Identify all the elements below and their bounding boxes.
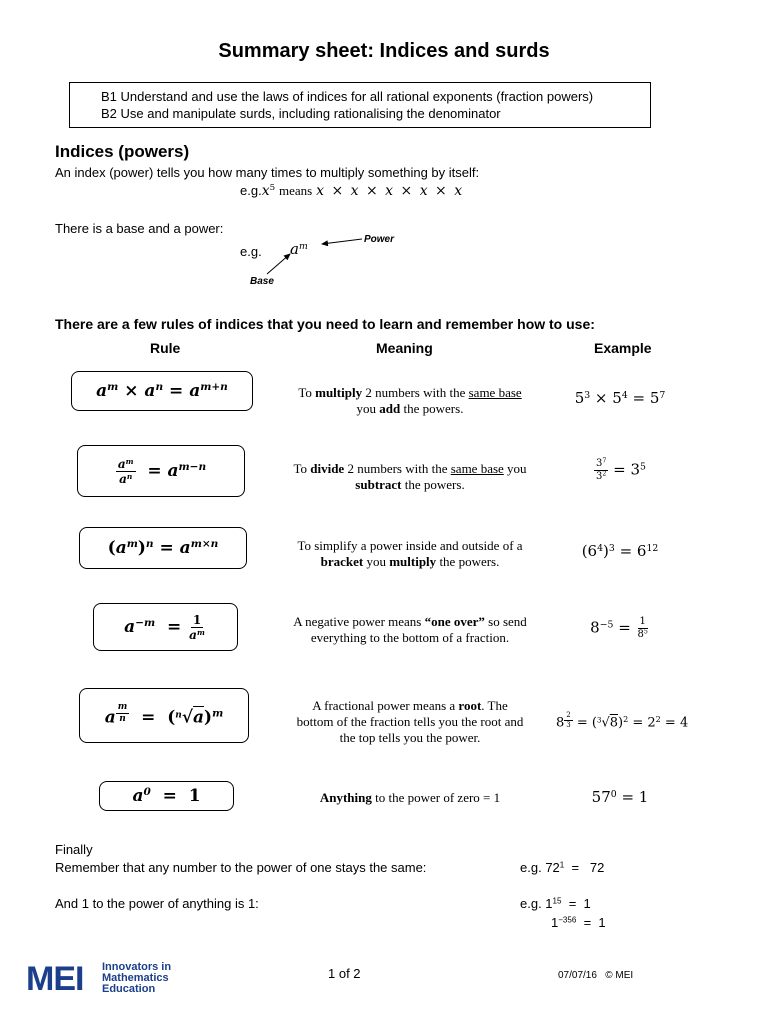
objective-b1: B1 Understand and use the laws of indices for all rational exponents (fraction powers) — [101, 89, 594, 104]
index-example-expansion: x × x × x × x × x — [316, 183, 463, 199]
rule-zero-box — [99, 781, 234, 811]
rule-zero-meaning: Anything to the power of zero = 1 — [319, 790, 501, 805]
rule-fractional-formula: a $^{\frac{m}{n}}$ = $(^n√a)^m$ — [104, 702, 224, 728]
rule-negative-meaning: A negative power means “one over” so send everything to the bottom of a fraction. — [293, 614, 527, 645]
rule-bracket-box — [79, 527, 247, 569]
rule-multiply-meaning: To multiply 2 numbers with the same base you add the powers. — [298, 385, 522, 416]
indices-intro: An index (power) tells you how many times to multiply something by itself: — [55, 165, 480, 180]
rule-zero-example: $57^0 = 1$ — [591, 788, 649, 806]
power-label: Power — [364, 234, 395, 245]
rule-divide-formula: $\frac{a^m}{a^n}$ = $a^{m-n}$ — [117, 456, 207, 486]
rule-negative-formula: $a^{-m}$ = $\frac{1}{a^m}$ — [124, 612, 205, 642]
rules-heading: There are a few rules of indices that you need to learn and remember how to use: — [55, 316, 595, 332]
rule-negative-example: $8^{-5}$ = $\frac{1}{8^5}$ — [590, 616, 648, 640]
rule-divide-box — [77, 445, 245, 497]
rule-bracket-formula: $(a^m)^n = a^{m\times n}$ — [107, 538, 219, 558]
index-example-base: x — [261, 183, 270, 199]
rule-fractional-meaning: A fractional power means a root. The bottom of the fraction tells you the root and the top tells you the power. — [296, 698, 524, 745]
power-one-text: Remember that any number to the power of one stays the same: — [55, 860, 427, 875]
footer-date: 07/07/16 © MEI — [558, 970, 634, 981]
base-power-text: There is a base and a power: — [55, 221, 224, 236]
power-one-example: e.g. $72^1 = 72$ — [520, 860, 605, 875]
col-rule-header: Rule — [150, 340, 181, 356]
diagram-power: m — [298, 240, 308, 252]
page-title: Summary sheet: Indices and surds — [218, 40, 550, 62]
page-number: 1 of 2 — [328, 966, 361, 981]
one-power-text: And 1 to the power of anything is 1: — [55, 896, 259, 911]
base-arrow — [267, 254, 290, 274]
rule-multiply-box — [71, 371, 253, 411]
objectives-box — [69, 82, 651, 128]
diagram-eg: e.g. — [240, 244, 262, 259]
rule-fractional-box — [79, 688, 249, 743]
index-example — [240, 182, 462, 199]
rule-bracket-meaning: To simplify a power inside and outside of a bracket you multiply the powers. — [297, 538, 523, 569]
mei-logo-text: Innovators in Mathematics Education — [102, 961, 172, 995]
col-meaning-header: Meaning — [376, 340, 433, 356]
indices-heading: Indices (powers) — [55, 142, 190, 161]
rule-multiply-example: $5^3 \times 5^4 = 5^7$ — [574, 389, 666, 407]
rule-multiply-formula: $a^m \times a^n = a^{m+n}$ — [96, 381, 228, 401]
rule-zero-formula: $a^0 = 1$ — [132, 786, 201, 806]
index-example-means: means — [279, 183, 313, 198]
col-example-header: Example — [594, 340, 652, 356]
power-arrow — [322, 239, 362, 244]
mei-logo: MEI — [26, 960, 84, 998]
rule-divide-example: $\frac{3^7}{3^2}$ = $3^5$ — [596, 457, 646, 482]
rule-negative-box — [93, 603, 238, 651]
one-power-example-1: e.g. $1^{15} = 1$ — [520, 896, 591, 911]
rule-bracket-example: $(6^4)^3 = 6^{12}$ — [581, 542, 659, 560]
objective-b2: B2 Use and manipulate surds, including rationalising the denominator — [101, 106, 501, 121]
one-power-example-2: $1^{-356} = 1$ — [551, 915, 606, 930]
rule-divide-meaning: To divide 2 numbers with the same base you subtract the powers. — [293, 461, 527, 492]
index-example-power: 5 — [269, 183, 276, 194]
rule-fractional-example: 8 $^{\frac{2}{3}}$ = $(^3√8)^2 = 2^2 = 4$ — [556, 711, 689, 731]
index-example-eg: e.g. — [240, 183, 262, 198]
finally-label: Finally — [55, 842, 93, 857]
diagram-base: a — [290, 240, 299, 258]
base-label: Base — [250, 276, 274, 287]
